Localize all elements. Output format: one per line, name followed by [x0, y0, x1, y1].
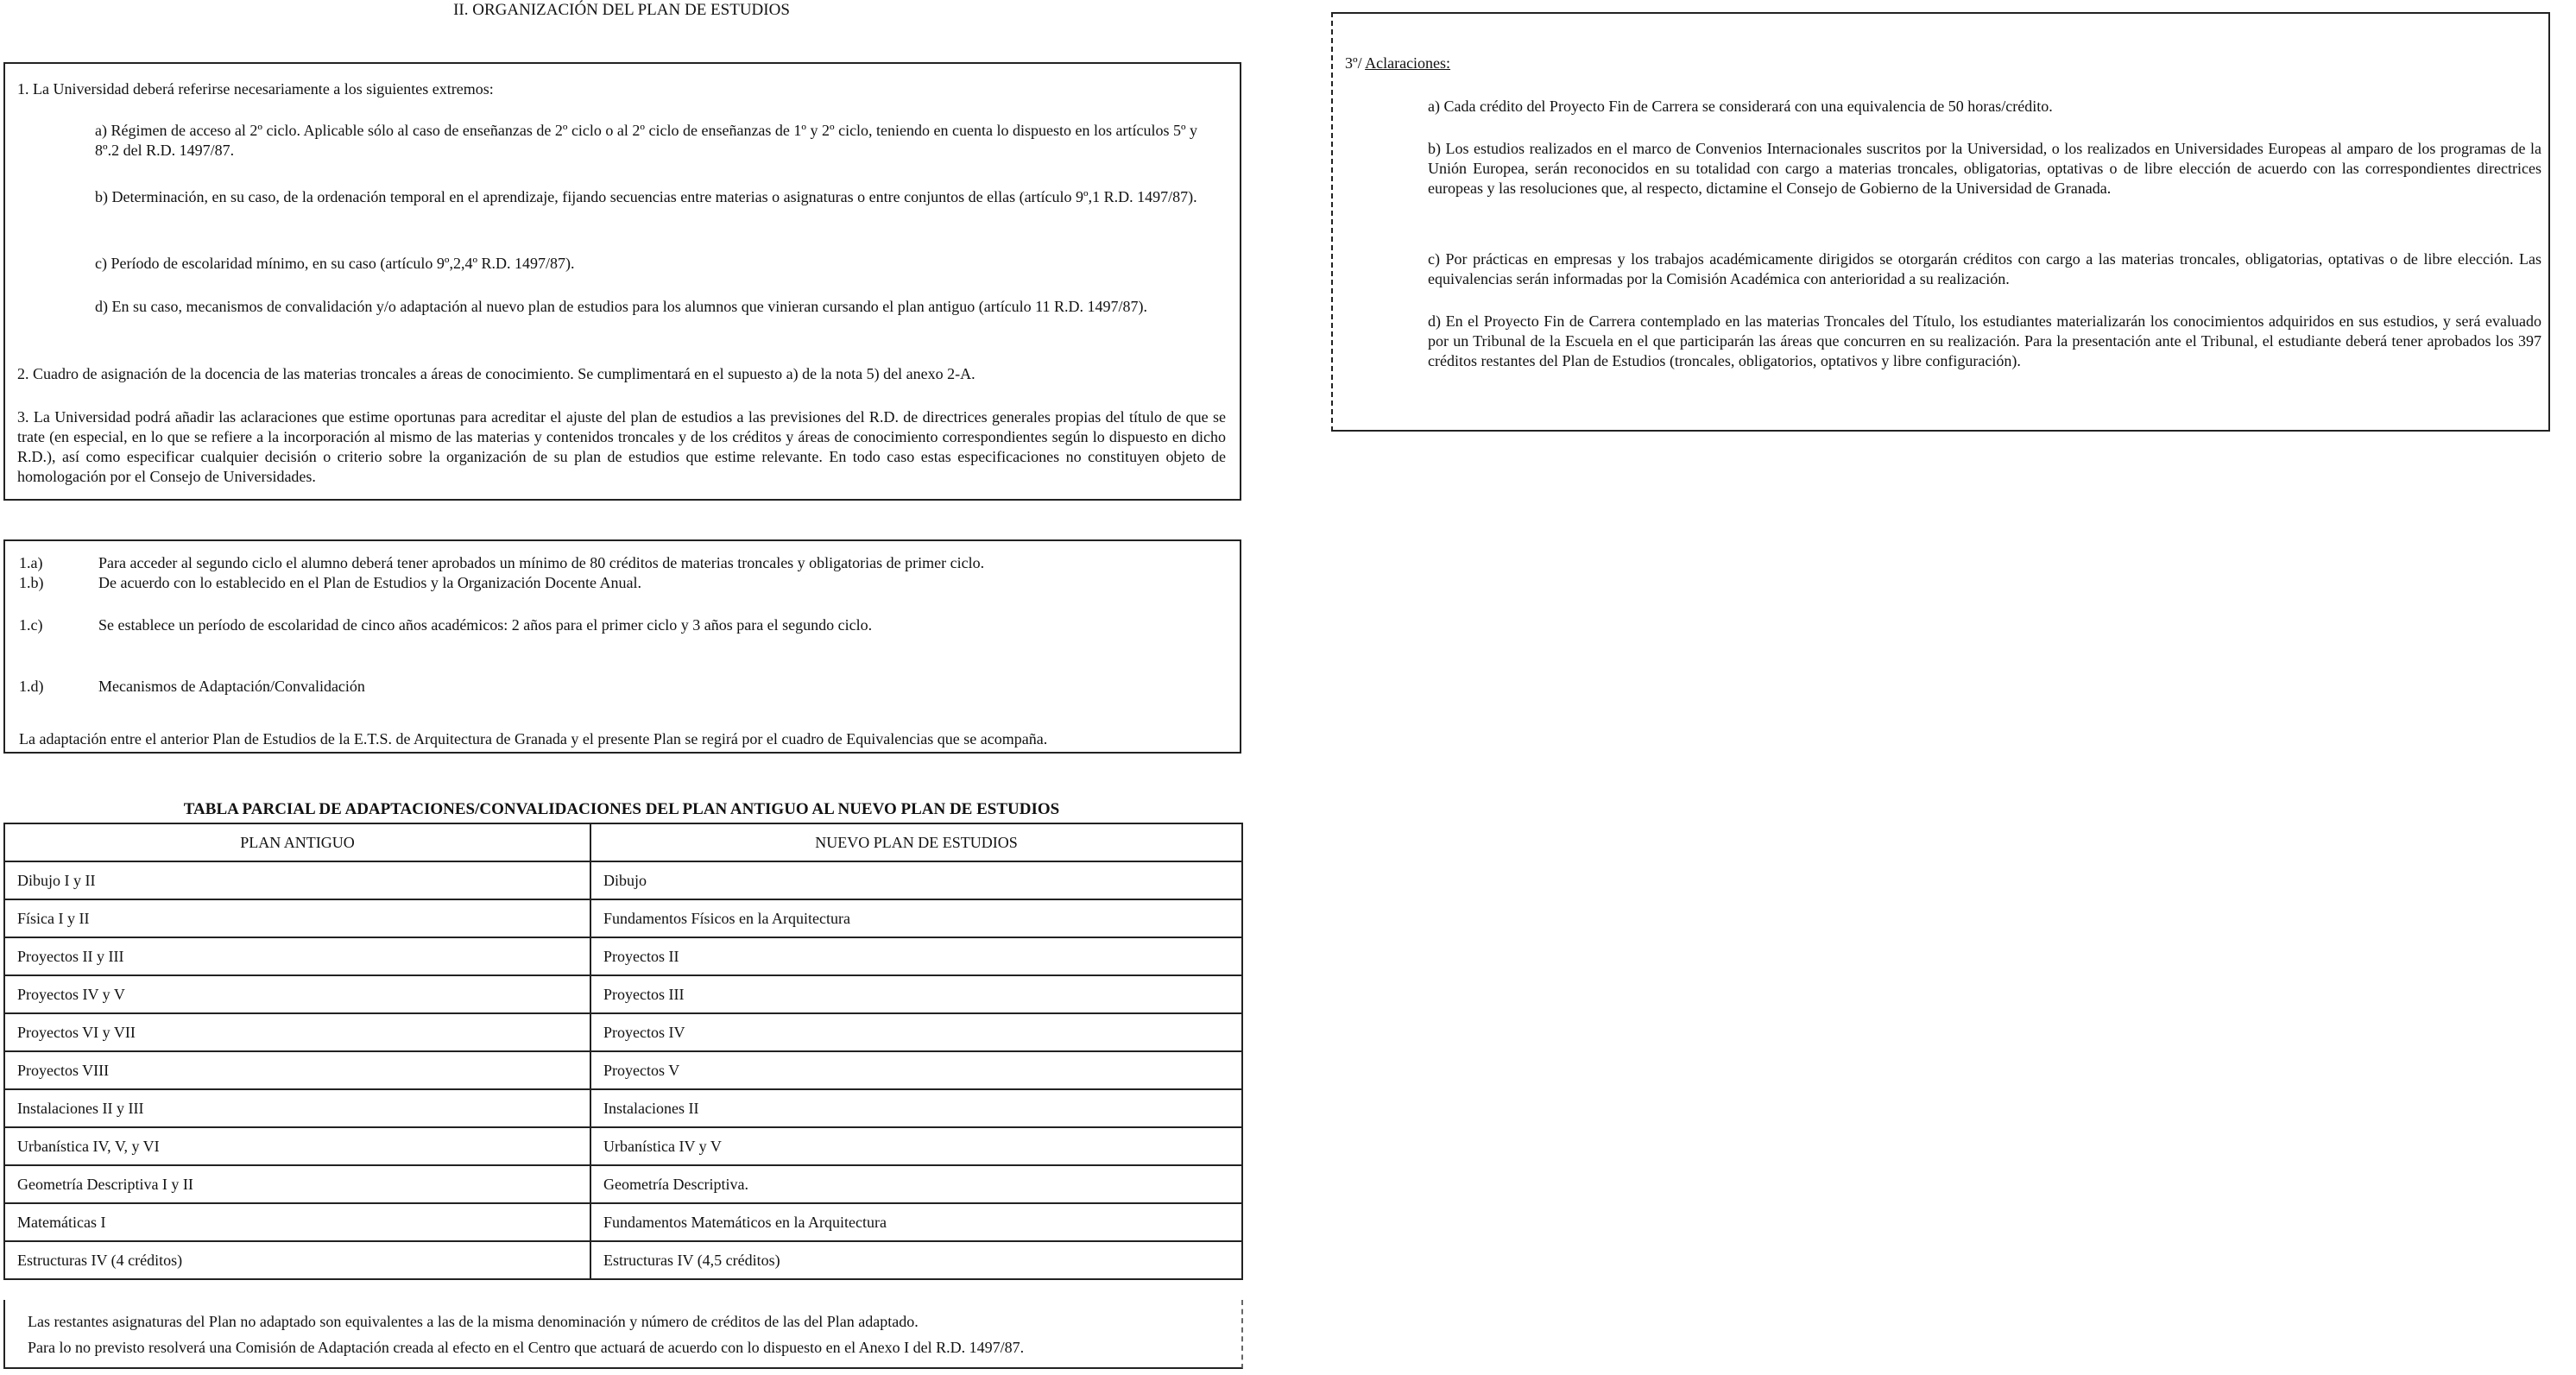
- header-new-plan: NUEVO PLAN DE ESTUDIOS: [590, 823, 1242, 861]
- clarifications-heading-num: 3º/: [1345, 54, 1362, 72]
- old-subject: Urbanística IV, V, y VI: [4, 1127, 590, 1165]
- table-row: [4, 861, 1242, 899]
- instruction-item-2: 2. Cuadro de asignación de la docencia de las materias troncales a áreas de conocimiento. Se cumplimentará en el supuesto a) de la nota 5) del anexo 2-A.: [17, 365, 975, 382]
- table-title: TABLA PARCIAL DE ADAPTACIONES/CONVALIDACIONES DEL PLAN ANTIGUO AL NUEVO PLAN DE ESTUDIOS: [183, 800, 1060, 818]
- table-row: [4, 1089, 1242, 1127]
- new-subject: Fundamentos Matemáticos en la Arquitectura: [590, 1203, 1242, 1241]
- answer-num-1b: 1.b): [19, 574, 44, 591]
- instruction-a: a) Régimen de acceso al 2º ciclo. Aplicable sólo al caso de enseñanzas de 2º ciclo o al 2º ciclo de enseñanzas de 1º y 2º ciclo, teniendo en cuenta lo dispuesto en los artículos 5º y 8º.2 del R.D. 1497/87.: [95, 122, 1198, 159]
- answer-footer: La adaptación entre el anterior Plan de Estudios de la E.T.S. de Arquitectura de Granada y el presente Plan se regirá por el cuadro de Equivalencias que se acompaña.: [19, 730, 1048, 747]
- table-row: [4, 899, 1242, 937]
- new-subject: Fundamentos Físicos en la Arquitectura: [590, 899, 1242, 937]
- answer-text-1a: Para acceder al segundo ciclo el alumno deberá tener aprobados un mínimo de 80 créditos de materias troncales y obligatorias de primer ciclo.: [98, 554, 985, 571]
- table-notes: [3, 1300, 1243, 1369]
- new-subject: Instalaciones II: [590, 1089, 1242, 1127]
- answer-text-1c: Se establece un período de escolaridad de cinco años académicos: 2 años para el primer ciclo y 3 años para el segundo ciclo.: [98, 616, 873, 634]
- new-subject: Geometría Descriptiva.: [590, 1165, 1242, 1203]
- clarification-a: a) Cada crédito del Proyecto Fin de Carrera se considerará con una equivalencia de 50 horas/crédito.: [1428, 98, 2053, 115]
- instruction-item-1: 1. La Universidad deberá referirse necesariamente a los siguientes extremos:: [17, 80, 494, 98]
- answer-text-1b: De acuerdo con lo establecido en el Plan de Estudios y la Organización Docente Anual.: [98, 574, 641, 591]
- old-subject: Proyectos IV y V: [4, 975, 590, 1013]
- new-subject: Proyectos II: [590, 937, 1242, 975]
- header-old-plan: PLAN ANTIGUO: [4, 823, 590, 861]
- table-row: [4, 1241, 1242, 1279]
- table-row: [4, 975, 1242, 1013]
- answer-num-1c: 1.c): [19, 616, 43, 634]
- instruction-b: b) Determinación, en su caso, de la ordenación temporal en el aprendizaje, fijando secuencias entre materias o asignaturas o entre conjuntos de ellas (artículo 9º,1 R.D. 1497/87).: [95, 188, 1197, 205]
- clarification-c: c) Por prácticas en empresas y los trabajos académicamente dirigidos se otorgarán créditos con cargo a las materias troncales, obligatorias, optativas o de libre elección. Las equivalencias serán informadas por la Comisión Académica con anterioridad a su realización.: [1428, 250, 2541, 287]
- table-row: [4, 1013, 1242, 1051]
- clarifications-box: [1331, 12, 2550, 432]
- adaptation-table: [3, 823, 1243, 1280]
- answer-num-1d: 1.d): [19, 678, 44, 695]
- table-note-2: Para lo no previsto resolverá una Comisión de Adaptación creada al efecto en el Centro que actuará de acuerdo con lo dispuesto en el Anexo I del R.D. 1497/87.: [28, 1339, 1025, 1356]
- old-subject: Dibujo I y II: [4, 861, 590, 899]
- new-subject: Dibujo: [590, 861, 1242, 899]
- old-subject: Proyectos VIII: [4, 1051, 590, 1089]
- old-subject: Instalaciones II y III: [4, 1089, 590, 1127]
- table-row: [4, 1165, 1242, 1203]
- clarification-d: d) En el Proyecto Fin de Carrera contemplado en las materias Troncales del Título, los estudiantes materializarán los conocimientos adquiridos en sus estudios, y será evaluado por un Tribunal de la Escuela en el que participarán las áreas que concurren en su realización. Para la presentación ante el Tribunal, el estudiante deberá tener aprobados los 397 créditos restantes del Plan de Estudios (troncales, obligatorios, optativos y libre configuración).: [1428, 312, 2541, 369]
- instruction-d: d) En su caso, mecanismos de convalidación y/o adaptación al nuevo plan de estudios para los alumnos que vinieran cursando el plan antiguo (artículo 11 R.D. 1497/87).: [95, 298, 1148, 315]
- answers-box: [3, 539, 1241, 754]
- table-note-1: Las restantes asignaturas del Plan no adaptado son equivalentes a las de la misma denominación y número de créditos de las del Plan adaptado.: [28, 1313, 919, 1330]
- old-subject: Matemáticas I: [4, 1203, 590, 1241]
- answer-text-1d: Mecanismos de Adaptación/Convalidación: [98, 678, 365, 695]
- old-subject: Proyectos VI y VII: [4, 1013, 590, 1051]
- table-row: [4, 1051, 1242, 1089]
- clarification-b: b) Los estudios realizados en el marco de Convenios Internacionales suscritos por la Universidad, o los realizados en Universidades Europeas al amparo de los programas de la Unión Europea, serán reconocidos en su totalidad con cargo a materias troncales, obligatorias, optativas o de libre elección de acuerdo con las correspondientes directrices europeas y las resoluciones que, al respecto, dictamine el Consejo de Gobierno de la Universidad de Granada.: [1428, 140, 2541, 197]
- old-subject: Estructuras IV (4 créditos): [4, 1241, 590, 1279]
- table-row: [4, 1127, 1242, 1165]
- instructions-box: [3, 62, 1241, 501]
- old-subject: Física I y II: [4, 899, 590, 937]
- new-subject: Proyectos V: [590, 1051, 1242, 1089]
- table-header-row: [4, 823, 1242, 861]
- new-subject: Urbanística IV y V: [590, 1127, 1242, 1165]
- section-title: II. ORGANIZACIÓN DEL PLAN DE ESTUDIOS: [453, 1, 790, 19]
- instruction-c: c) Período de escolaridad mínimo, en su caso (artículo 9º,2,4º R.D. 1497/87).: [95, 255, 575, 272]
- answer-num-1a: 1.a): [19, 554, 43, 571]
- old-subject: Geometría Descriptiva I y II: [4, 1165, 590, 1203]
- new-subject: Proyectos III: [590, 975, 1242, 1013]
- table-row: [4, 937, 1242, 975]
- old-subject: Proyectos II y III: [4, 937, 590, 975]
- instruction-item-3: 3. La Universidad podrá añadir las aclaraciones que estime oportunas para acreditar el ajuste del plan de estudios a las previsiones del R.D. de directrices generales propias del título de que se trate (en especial, en lo que se refiere a la incorporación al mismo de las materias y contenidos troncales y de los créditos y áreas de conocimiento correspondientes según lo dispuesto en dicho R.D.), así como especificar cualquier decisión o criterio sobre la organización de su plan de estudios que estime relevante. En todo caso estas especificaciones no constituyen objeto de homologación por el Consejo de Universidades.: [17, 408, 1226, 485]
- new-subject: Estructuras IV (4,5 créditos): [590, 1241, 1242, 1279]
- table-row: [4, 1203, 1242, 1241]
- new-subject: Proyectos IV: [590, 1013, 1242, 1051]
- clarifications-heading-label: Aclaraciones:: [1365, 54, 1451, 72]
- clarifications-heading: [1345, 54, 1450, 73]
